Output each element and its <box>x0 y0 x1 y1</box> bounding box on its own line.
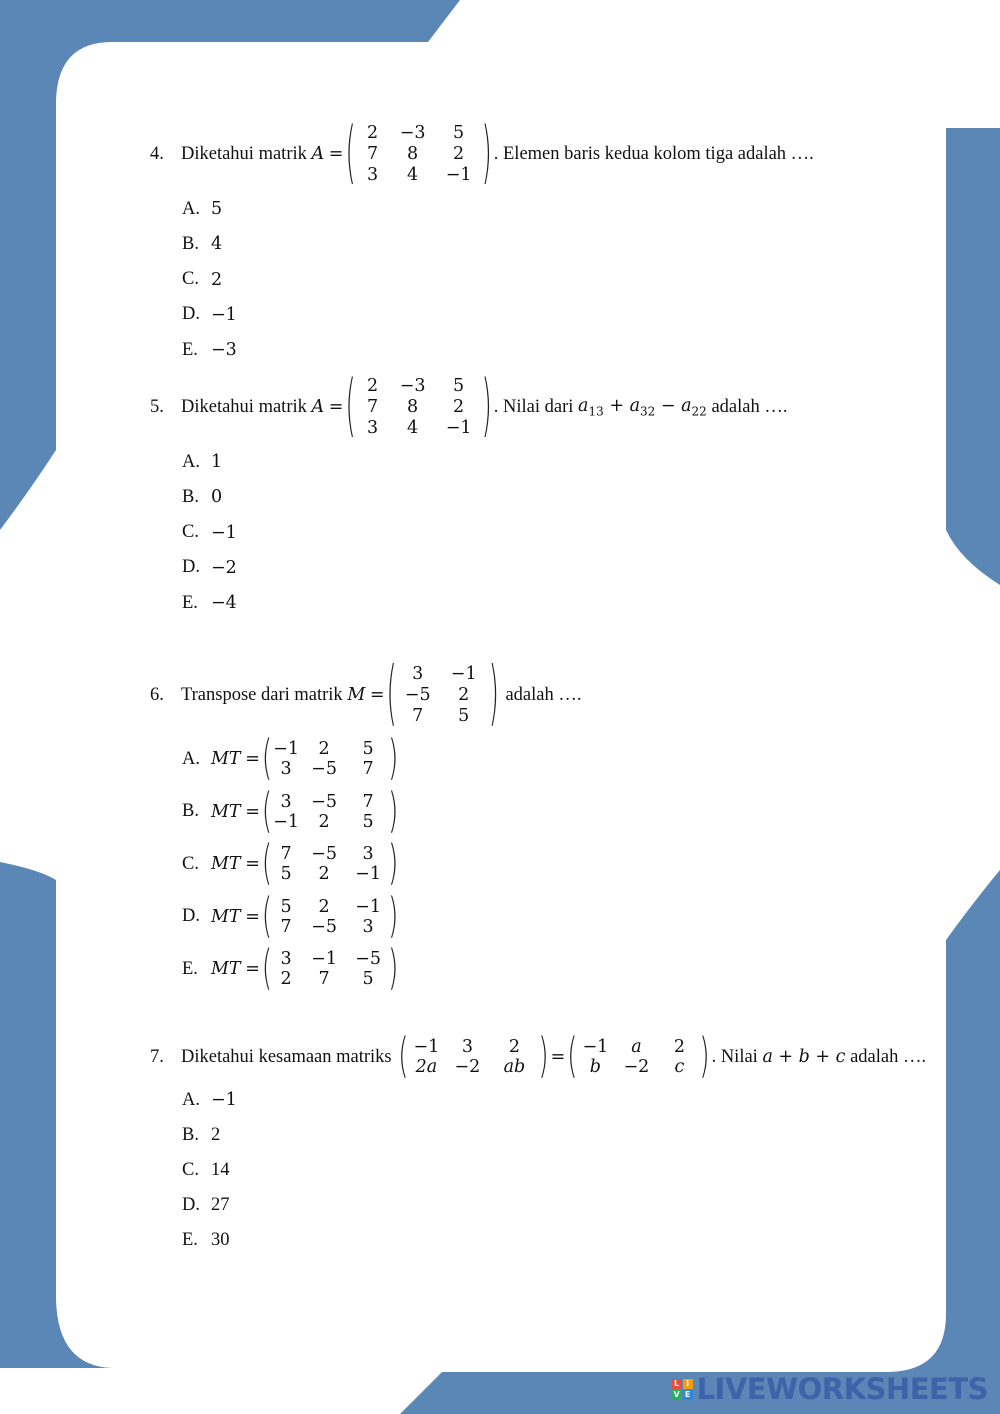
subscript: 32 <box>640 404 656 419</box>
option-value: 0 <box>211 487 223 508</box>
matrix-cell: 5 <box>453 123 465 143</box>
equals-sign: = <box>245 906 260 927</box>
option-letter: E. <box>182 339 198 360</box>
equals-sign: = <box>550 1047 566 1067</box>
matrix-cell: 2 <box>318 811 330 832</box>
matrix-cell: 7 <box>318 969 330 989</box>
option-letter: D. <box>182 557 200 578</box>
matrix-left <box>398 1030 549 1084</box>
option-letter: D. <box>182 1194 200 1215</box>
question-5 <box>150 368 788 446</box>
option-letter: E. <box>182 592 198 613</box>
logo-letter: V <box>673 1389 680 1399</box>
option-letter: A. <box>182 198 200 219</box>
option-letter: D. <box>182 304 200 325</box>
logo-letter: L <box>672 1379 682 1389</box>
matrix-variable: M <box>211 801 229 822</box>
left-paren: ( <box>398 1030 409 1084</box>
option-value: −3 <box>211 340 237 361</box>
equals-sign: = <box>245 749 260 769</box>
matrix-variable: M <box>211 854 229 874</box>
option-value: 2 <box>211 269 223 290</box>
matrix-cell: 2 <box>318 739 330 759</box>
symbol-a: a <box>681 395 692 416</box>
matrix-grid <box>356 376 482 438</box>
liveworksheets-logo[interactable] <box>672 1372 988 1406</box>
question-6 <box>150 654 582 736</box>
operator: + <box>609 395 624 416</box>
matrix-right <box>567 1030 710 1084</box>
answer-option[interactable] <box>182 889 400 944</box>
question-7 <box>150 1030 927 1084</box>
option-value: 4 <box>211 234 223 255</box>
matrix-grid <box>356 123 482 185</box>
answer-option[interactable] <box>182 484 222 510</box>
logo-text: LIVEWORKSHEETS <box>696 1372 988 1406</box>
option-value: −2 <box>211 557 237 578</box>
right-paren: ) <box>481 115 492 193</box>
question-tail: . Nilai <box>711 1046 758 1067</box>
matrix-cell: 3 <box>367 418 379 438</box>
question-text: Diketahui matrik <box>181 143 307 164</box>
matrix-cell: 3 <box>412 664 424 684</box>
matrix-cell: −5 <box>311 759 337 779</box>
answer-option[interactable] <box>182 1227 230 1253</box>
matrix-cell: −5 <box>311 791 337 812</box>
matrix-variable: M <box>211 959 229 979</box>
matrix-cell: 7 <box>412 706 424 726</box>
matrix-cell: 2a <box>415 1057 438 1077</box>
matrix-cell: −1 <box>445 418 472 438</box>
matrix-cell: 5 <box>362 969 374 989</box>
matrix-cell: 3 <box>362 844 374 864</box>
answer-option[interactable] <box>182 302 237 328</box>
option-letter: B. <box>182 486 199 507</box>
superscript: T <box>228 801 241 822</box>
matrix-grid <box>272 897 388 937</box>
superscript: T <box>228 959 241 979</box>
matrix-cell: 2 <box>453 397 465 417</box>
matrix-cell: −1 <box>450 664 477 684</box>
matrix-cell: 2 <box>280 969 292 989</box>
option-letter: C. <box>182 522 199 543</box>
matrix-cell: −5 <box>404 685 431 705</box>
question-text: Diketahui kesamaan matriks <box>181 1046 392 1067</box>
right-paren: ) <box>388 889 399 944</box>
matrix-cell: 5 <box>362 811 374 832</box>
option-letter: B. <box>182 801 199 821</box>
matrix-cell: −2 <box>623 1057 650 1077</box>
left-paren: ( <box>261 889 273 944</box>
matrix-cell: 3 <box>280 759 292 779</box>
matrix-cell: −5 <box>311 916 337 937</box>
matrix-variable: A <box>311 397 325 417</box>
option-letter: E. <box>182 1229 198 1250</box>
frame-right-lower <box>400 870 1000 1414</box>
matrix-a <box>345 115 492 193</box>
matrix-cell: −2 <box>454 1057 481 1077</box>
matrix-variable: M <box>211 906 229 927</box>
right-paren: ) <box>388 784 399 839</box>
option-letter: B. <box>182 1124 199 1145</box>
option-letter: E. <box>182 958 198 979</box>
matrix-cell: b <box>589 1057 601 1077</box>
superscript: T <box>228 749 241 769</box>
left-paren: ( <box>261 942 273 996</box>
right-paren: ) <box>488 654 499 736</box>
option-matrix <box>261 732 399 786</box>
option-value: −4 <box>211 593 237 614</box>
equals-sign: = <box>369 685 385 705</box>
right-paren: ) <box>481 368 492 446</box>
matrix-cell: 5 <box>458 706 470 726</box>
matrix-cell: 5 <box>362 739 374 759</box>
symbol-a: a <box>578 395 589 416</box>
matrix-cell: 7 <box>362 791 374 812</box>
question-number: 7. <box>150 1046 164 1067</box>
matrix-cell: 3 <box>367 165 379 185</box>
matrix-cell: −5 <box>311 844 337 864</box>
option-matrix <box>261 837 399 891</box>
matrix-grid <box>577 1037 699 1077</box>
matrix-cell: −1 <box>273 739 299 759</box>
frame-top-left <box>0 0 460 530</box>
matrix-cell: ab <box>503 1057 526 1077</box>
matrix-cell: 7 <box>367 144 379 164</box>
question-tail: adalah …. <box>711 396 788 417</box>
matrix-grid <box>272 739 388 779</box>
option-letter: D. <box>182 906 200 926</box>
question-tail: . Elemen baris kedua kolom tiga adalah …. <box>493 143 814 164</box>
option-value: 14 <box>211 1159 230 1180</box>
left-paren: ( <box>345 368 356 446</box>
option-matrix <box>261 784 399 839</box>
matrix-cell: −3 <box>399 123 426 143</box>
expression <box>578 396 707 419</box>
option-value: 5 <box>211 199 223 219</box>
option-value: −1 <box>211 522 237 543</box>
answer-option[interactable] <box>182 196 222 222</box>
question-number: 6. <box>150 684 164 705</box>
option-letter: C. <box>182 853 199 874</box>
equals-sign: = <box>245 801 260 822</box>
matrix-cell: 2 <box>508 1037 520 1057</box>
right-paren: ) <box>538 1030 549 1084</box>
matrix-grid <box>272 844 388 884</box>
logo-mark <box>672 1379 693 1400</box>
matrix-cell: 5 <box>280 896 292 917</box>
matrix-grid <box>272 792 388 832</box>
answer-option[interactable] <box>182 231 222 257</box>
question-number: 5. <box>150 396 164 417</box>
answer-option[interactable] <box>182 590 237 616</box>
answer-option[interactable] <box>182 1087 237 1113</box>
subscript: 22 <box>691 404 707 419</box>
matrix-cell: 2 <box>318 896 330 917</box>
option-value: 27 <box>211 1194 230 1215</box>
frame-right-upper <box>946 128 1000 585</box>
matrix-cell: −1 <box>355 864 381 884</box>
question-text: Diketahui matrik <box>181 396 307 417</box>
question-text: Transpose dari matrik <box>181 684 343 705</box>
answer-option[interactable] <box>182 337 237 363</box>
operator: − <box>660 395 676 416</box>
matrix-cell: 5 <box>453 376 465 396</box>
answer-option[interactable] <box>182 1192 230 1218</box>
option-value: −1 <box>211 1090 237 1110</box>
question-tail: adalah …. <box>505 684 582 705</box>
matrix-cell: −1 <box>413 1037 440 1057</box>
matrix-cell: 2 <box>367 376 379 396</box>
left-paren: ( <box>386 654 397 736</box>
right-paren: ) <box>388 732 399 786</box>
matrix-cell: −1 <box>445 165 472 185</box>
matrix-variable: A <box>311 144 325 164</box>
superscript: T <box>228 906 241 927</box>
matrix-cell: −3 <box>399 376 426 396</box>
left-paren: ( <box>345 115 356 193</box>
answer-option[interactable] <box>182 1157 230 1183</box>
answer-option[interactable] <box>182 1122 220 1148</box>
matrix-cell: −1 <box>311 949 337 969</box>
matrix-cell: 3 <box>280 949 292 969</box>
matrix-cell: 3 <box>280 791 292 812</box>
superscript: T <box>228 854 241 874</box>
matrix-grid <box>408 1037 538 1077</box>
matrix-cell: 2 <box>673 1037 685 1057</box>
matrix-cell: 7 <box>280 916 292 937</box>
answer-option[interactable] <box>182 555 237 581</box>
matrix-cell: 8 <box>407 397 419 417</box>
left-paren: ( <box>261 837 273 891</box>
right-paren: ) <box>699 1030 710 1084</box>
matrix-cell: 2 <box>318 864 330 884</box>
matrix-cell: 7 <box>367 397 379 417</box>
option-letter: C. <box>182 1159 199 1180</box>
right-paren: ) <box>388 942 399 996</box>
logo-letter: E <box>683 1390 693 1400</box>
matrix-cell: −1 <box>355 896 381 917</box>
option-letter: A. <box>182 748 200 769</box>
option-value: 1 <box>211 452 223 472</box>
matrix-cell: −5 <box>355 949 381 969</box>
equals-sign: = <box>245 854 260 874</box>
matrix-cell: 2 <box>453 144 465 164</box>
option-letter: B. <box>182 233 199 254</box>
option-value: −1 <box>211 304 237 325</box>
matrix-cell: 5 <box>280 864 292 884</box>
question-number: 4. <box>150 143 164 164</box>
equals-sign: = <box>328 144 344 164</box>
left-paren: ( <box>261 732 273 786</box>
matrix-cell: 4 <box>407 165 419 185</box>
left-paren: ( <box>567 1030 578 1084</box>
matrix-variable: M <box>211 749 229 769</box>
matrix-cell: 3 <box>461 1037 473 1057</box>
equals-sign: = <box>245 959 260 979</box>
matrix-cell: 8 <box>407 144 419 164</box>
matrix-cell: c <box>674 1057 685 1077</box>
matrix-cell: −1 <box>273 811 299 832</box>
question-4 <box>150 115 814 193</box>
matrix-cell: 7 <box>280 844 292 864</box>
option-letter: C. <box>182 269 199 290</box>
frame-left-lower <box>0 862 112 1368</box>
answer-option[interactable] <box>182 449 222 475</box>
matrix-grid <box>397 664 489 726</box>
subscript: 13 <box>588 404 604 419</box>
matrix-cell: −1 <box>582 1037 609 1057</box>
matrix-cell: 3 <box>362 916 374 937</box>
expression: a + b + c <box>762 1047 846 1067</box>
answer-option[interactable] <box>182 732 400 786</box>
answer-option[interactable] <box>182 837 400 891</box>
matrix-cell: 2 <box>458 685 470 705</box>
answer-option[interactable] <box>182 784 400 839</box>
equals-sign: = <box>328 397 344 417</box>
option-value: 2 <box>211 1124 221 1145</box>
matrix-cell: 2 <box>367 123 379 143</box>
matrix-cell: a <box>631 1037 642 1057</box>
answer-option[interactable] <box>182 942 400 996</box>
option-value: 30 <box>211 1229 230 1250</box>
answer-option[interactable] <box>182 267 222 293</box>
left-paren: ( <box>261 784 273 839</box>
matrix-a <box>345 368 492 446</box>
answer-option[interactable] <box>182 520 237 546</box>
matrix-variable: M <box>347 685 366 705</box>
matrix-cell: 7 <box>362 759 374 779</box>
option-letter: A. <box>182 1089 200 1110</box>
symbol-a: a <box>629 395 640 416</box>
logo-letter: I <box>683 1379 693 1389</box>
right-paren: ) <box>388 837 399 891</box>
matrix-cell: 4 <box>407 418 419 438</box>
option-matrix <box>261 942 399 996</box>
matrix-m <box>386 654 499 736</box>
question-tail: . Nilai dari <box>493 396 574 417</box>
option-letter: A. <box>182 451 200 472</box>
option-matrix <box>261 889 399 944</box>
question-tail: adalah …. <box>850 1046 927 1067</box>
matrix-grid <box>272 949 388 989</box>
